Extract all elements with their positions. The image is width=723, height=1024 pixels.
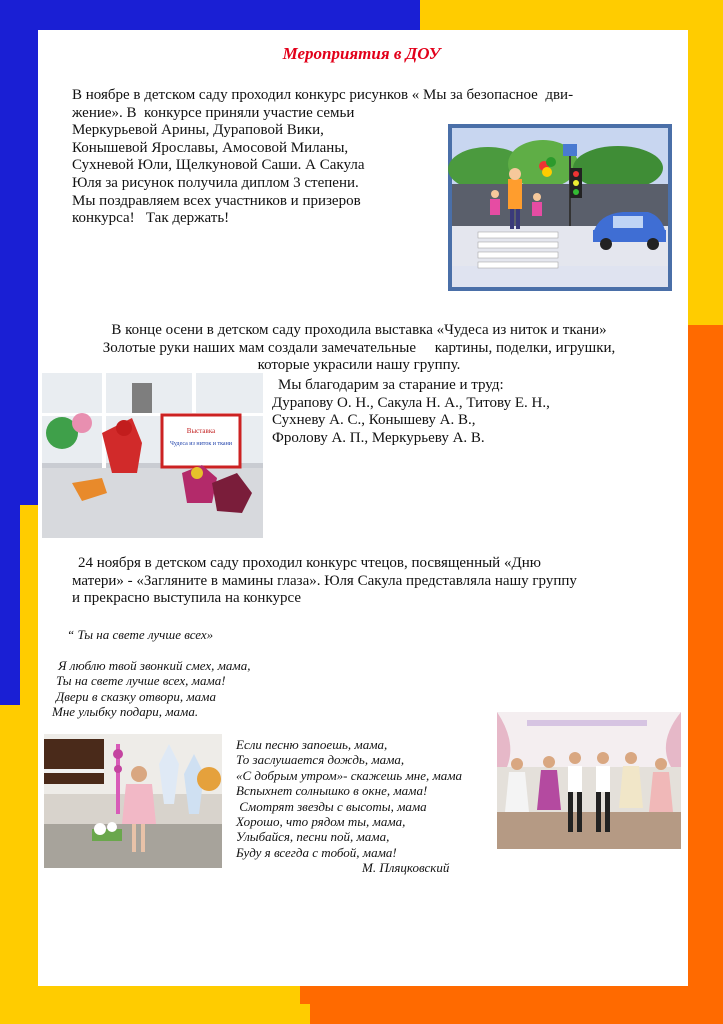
text-line: Мы благодарим за старание и труд: — [278, 377, 504, 393]
poster-subtitle: Чудеса из ниток и ткани — [170, 441, 232, 447]
frame-yellow-left-2 — [0, 505, 20, 705]
poem-title-text: “ Ты на свете лучше всех» — [67, 627, 214, 642]
text-line: 24 ноября в детском саду проходил конкурс чтецов, посвященный «Дню — [78, 555, 541, 571]
text-line: Конышевой Ярославы, Амосовой Милaны, — [72, 139, 349, 156]
text-line: Мы поздравляем всех участников и призеров — [72, 192, 361, 209]
text-line: которые украсили нашу группу. — [257, 357, 461, 374]
text-line: Сухневу А. С., Конышеву А. В., — [272, 412, 476, 429]
exhibition-photo — [42, 373, 263, 538]
text-line: Меркурьевой Арины, Дурaповой Вики, — [72, 122, 324, 139]
girl-reading-photo — [44, 734, 222, 868]
poem-title — [67, 627, 213, 642]
text-line: Юля за рисунок получила диплом 3 степени. — [72, 174, 359, 191]
poem-line: Смотрят звезды с высоты, мама — [236, 798, 427, 814]
exhibition-thanks-text — [272, 377, 550, 447]
text-line: Фролову А. П., Меркурьеву А. В. — [272, 429, 485, 446]
text-line: жение». В конкурсе приняли участие семьи — [72, 104, 355, 121]
children-performance-photo — [497, 712, 681, 849]
poem-line: Хорошо, что рядом ты, мама, — [236, 814, 406, 830]
poster-title: Выставка — [186, 427, 216, 435]
text-line: В ноябре в детском саду проходил конкурс рисунков « Мы за безопасное дви- — [72, 87, 574, 103]
text-line: и прекрасно выступила на конкурсе — [72, 590, 302, 607]
poem-line: Двери в сказку отвори, мама — [56, 688, 216, 704]
poem-line: Мне улыбку подари, мама. — [52, 704, 199, 720]
text-line: Дурапову О. Н., Сакула Н. А., Титову Е. Н., — [272, 394, 550, 411]
poem-line: Ты на свете лучше всех, мама! — [56, 673, 226, 689]
poem-line: Вспыхнет солнышко в окне, мама! — [236, 783, 428, 799]
frame-orange-bottom — [300, 986, 723, 1024]
text-line: конкурса! Так держать! — [72, 210, 230, 227]
text-line: Сухневой Юли, Щелкуновой Саши. А Сакула — [72, 157, 365, 174]
poem-stanza-2 — [236, 737, 462, 876]
poem-line: То заслушается дождь, мама, — [236, 752, 405, 768]
poem-line: Улыбайся, песни пой, мама, — [236, 829, 390, 845]
poem-line: Буду я всегда с тобой, мама! — [236, 844, 397, 860]
road-safety-drawing-photo — [448, 124, 672, 291]
text-line: Золотые руки наших мам создали замечательные картины, поделки, игрушки, — [102, 339, 616, 356]
frame-orange-right — [688, 325, 723, 1024]
reading-contest-text — [72, 555, 577, 608]
frame-yellow-bottom-2 — [0, 1004, 310, 1024]
poem-line: Если песню запоешь, мама, — [236, 737, 388, 752]
poem-author: М. Пляцковский — [362, 860, 450, 876]
poem-line: Я люблю твой звонкий смех, мама, — [58, 658, 251, 673]
page-title: Мероприятия в ДОУ — [282, 44, 441, 63]
poem-stanza-1 — [52, 658, 250, 720]
exhibition-text-top — [64, 322, 654, 375]
text-line: матери» - «Загляните в мамины глаза». Юля Сакула представляла нашу группу — [72, 572, 577, 589]
poem-line: «С добрым утром»- скажешь мне, мама — [236, 767, 463, 783]
frame-blue-left — [0, 0, 38, 520]
text-line: В конце осени в детском саду проходила выставка «Чудеса из ниток и ткани» — [111, 322, 607, 338]
